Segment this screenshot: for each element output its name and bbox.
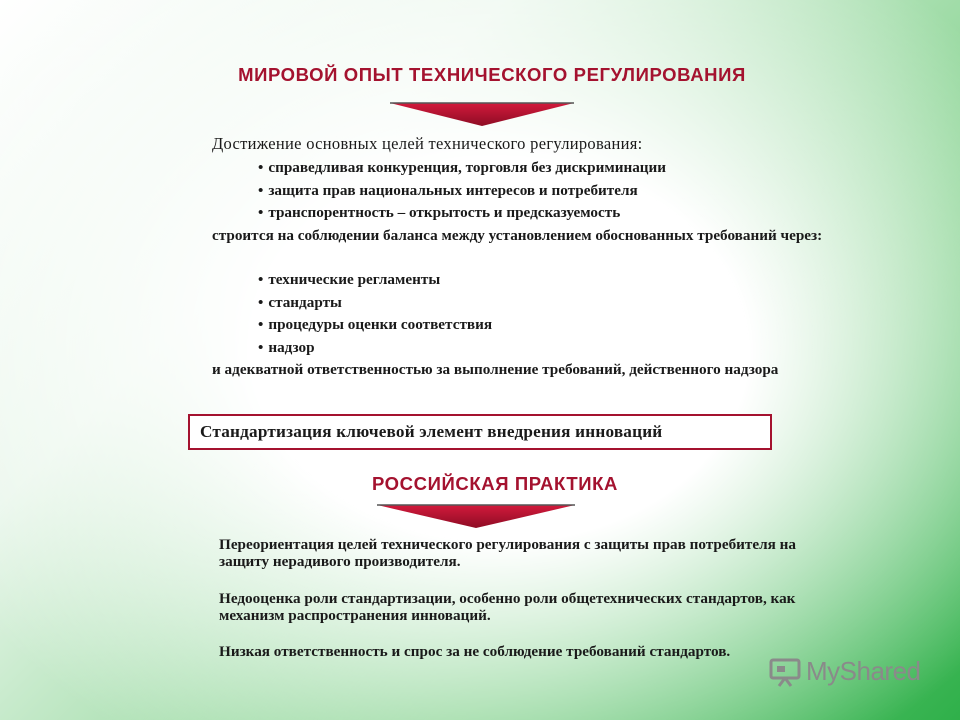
list-item: • стандарты: [258, 292, 492, 315]
balance-text: строится на соблюдении баланса между установлением обоснованных требований через:: [212, 227, 823, 244]
goals-list: [258, 157, 666, 225]
down-arrow-icon: [377, 503, 575, 529]
responsibility-text: и адекватной ответственностью за выполнение требований, действенного надзора: [212, 361, 779, 378]
list-item: • процедуры оценки соответствия: [258, 314, 492, 337]
list-item: • справедливая конкуренция, торговля без дискриминации: [258, 157, 666, 180]
russia-point: Переориентация целей технического регулирования с защиты прав потребителя на защиту нерадивого производителя.: [219, 536, 797, 570]
list-item: • надзор: [258, 337, 492, 360]
list-item: • защита прав национальных интересов и потребителя: [258, 180, 666, 203]
instruments-list: [258, 269, 492, 359]
russia-point: Недооценка роли стандартизации, особенно роли общетехнических стандартов, как механизм распространения инноваций.: [219, 590, 796, 624]
down-arrow-icon: [390, 101, 574, 127]
list-item: • технические регламенты: [258, 269, 492, 292]
list-item: • транспорентность – открытость и предсказуемость: [258, 202, 666, 225]
watermark-text: MyShared: [806, 656, 921, 686]
presentation-board-icon: [768, 657, 802, 687]
russia-point: Низкая ответственность и спрос за не соблюдение требований стандартов.: [219, 643, 731, 660]
watermark-logo: [768, 656, 921, 687]
heading-world-experience: МИРОВОЙ ОПЫТ ТЕХНИЧЕСКОГО РЕГУЛИРОВАНИЯ: [238, 64, 746, 85]
heading-russian-practice: РОССИЙСКАЯ ПРАКТИКА: [371, 473, 619, 494]
goals-title: Достижение основных целей технического регулирования:: [212, 134, 643, 153]
key-statement-box: Стандартизация ключевой элемент внедрения инноваций: [188, 414, 772, 450]
